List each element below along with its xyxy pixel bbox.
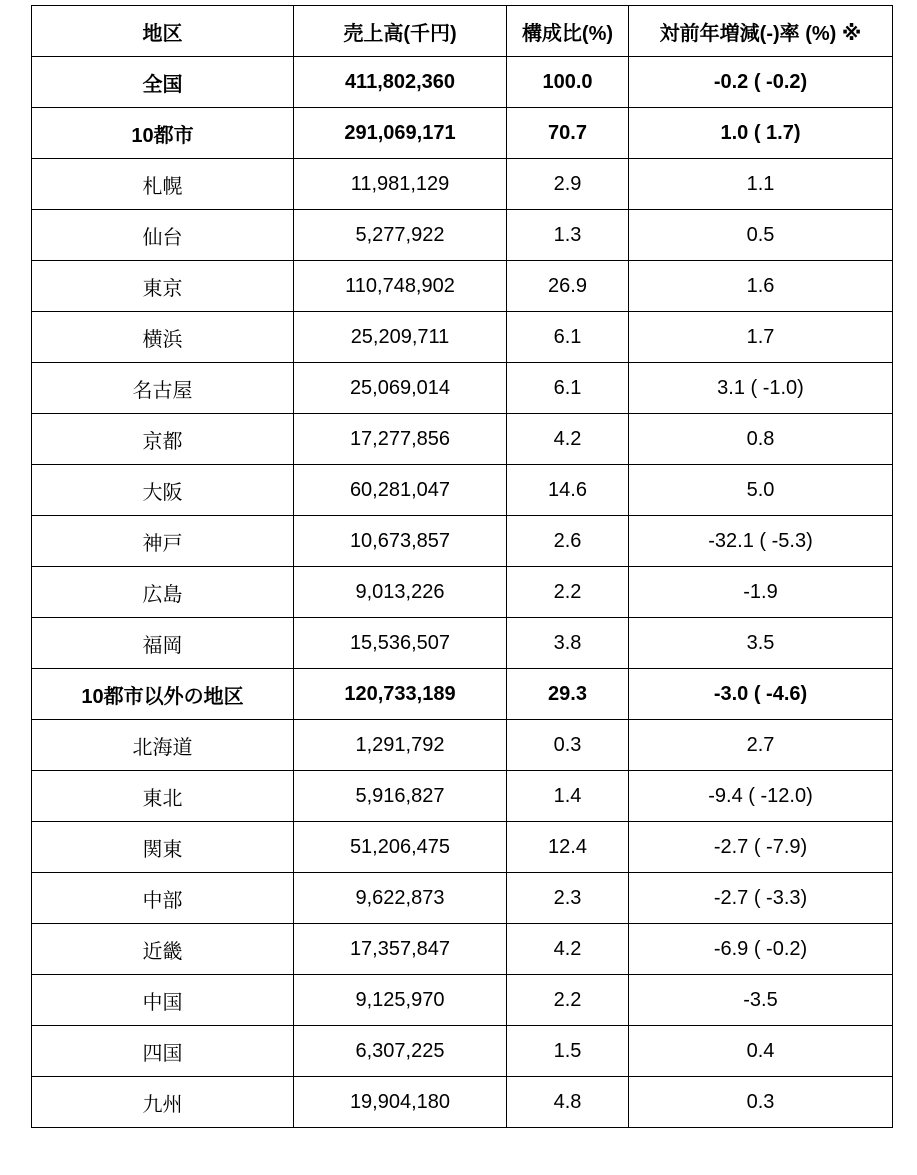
table-row (32, 159, 893, 210)
table-header (32, 6, 893, 57)
sales-cell: 17,277,856 (294, 414, 507, 465)
table-row (32, 618, 893, 669)
change-rate-cell: 0.3 (629, 1077, 893, 1128)
share-cell: 4.2 (507, 924, 629, 975)
table-row (32, 669, 893, 720)
change-rate-cell: 1.7 (629, 312, 893, 363)
region-cell: 東北 (32, 771, 294, 822)
change-rate-cell: -6.9 ( -0.2) (629, 924, 893, 975)
change-rate-cell: 3.5 (629, 618, 893, 669)
region-cell: 名古屋 (32, 363, 294, 414)
sales-cell: 9,125,970 (294, 975, 507, 1026)
table-row (32, 465, 893, 516)
sales-cell: 19,904,180 (294, 1077, 507, 1128)
share-cell: 100.0 (507, 57, 629, 108)
header-sales: 売上高(千円) (294, 6, 507, 57)
region-cell: 近畿 (32, 924, 294, 975)
share-cell: 3.8 (507, 618, 629, 669)
sales-cell: 15,536,507 (294, 618, 507, 669)
region-cell: 全国 (32, 57, 294, 108)
share-cell: 26.9 (507, 261, 629, 312)
table-row (32, 720, 893, 771)
sales-by-region-table (31, 5, 893, 1128)
table-row (32, 414, 893, 465)
change-rate-cell: -3.5 (629, 975, 893, 1026)
sales-cell: 17,357,847 (294, 924, 507, 975)
share-cell: 0.3 (507, 720, 629, 771)
change-rate-cell: 1.6 (629, 261, 893, 312)
table-row (32, 210, 893, 261)
change-rate-cell: 5.0 (629, 465, 893, 516)
share-cell: 4.2 (507, 414, 629, 465)
sales-cell: 10,673,857 (294, 516, 507, 567)
table-body (32, 57, 893, 1128)
change-rate-cell: 0.8 (629, 414, 893, 465)
share-cell: 29.3 (507, 669, 629, 720)
region-cell: 大阪 (32, 465, 294, 516)
region-cell: 10都市 (32, 108, 294, 159)
sales-cell: 9,013,226 (294, 567, 507, 618)
sales-cell: 411,802,360 (294, 57, 507, 108)
sales-cell: 5,277,922 (294, 210, 507, 261)
share-cell: 6.1 (507, 312, 629, 363)
table-row (32, 57, 893, 108)
sales-cell: 51,206,475 (294, 822, 507, 873)
sales-cell: 25,209,711 (294, 312, 507, 363)
region-cell: 横浜 (32, 312, 294, 363)
share-cell: 12.4 (507, 822, 629, 873)
share-cell: 4.8 (507, 1077, 629, 1128)
region-cell: 東京 (32, 261, 294, 312)
header-row (32, 6, 893, 57)
table-row (32, 567, 893, 618)
table-row (32, 822, 893, 873)
region-cell: 広島 (32, 567, 294, 618)
table-row (32, 1077, 893, 1128)
share-cell: 1.3 (507, 210, 629, 261)
header-region: 地区 (32, 6, 294, 57)
sales-cell: 110,748,902 (294, 261, 507, 312)
table-row (32, 924, 893, 975)
region-cell: 北海道 (32, 720, 294, 771)
sales-cell: 9,622,873 (294, 873, 507, 924)
change-rate-cell: -2.7 ( -7.9) (629, 822, 893, 873)
change-rate-cell: -32.1 ( -5.3) (629, 516, 893, 567)
table-row (32, 108, 893, 159)
share-cell: 6.1 (507, 363, 629, 414)
sales-cell: 6,307,225 (294, 1026, 507, 1077)
share-cell: 2.2 (507, 975, 629, 1026)
change-rate-cell: 0.5 (629, 210, 893, 261)
sales-cell: 11,981,129 (294, 159, 507, 210)
region-cell: 中部 (32, 873, 294, 924)
table-row (32, 516, 893, 567)
share-cell: 2.2 (507, 567, 629, 618)
table-row (32, 873, 893, 924)
sales-cell: 120,733,189 (294, 669, 507, 720)
header-share: 構成比(%) (507, 6, 629, 57)
share-cell: 2.9 (507, 159, 629, 210)
table-row (32, 1026, 893, 1077)
share-cell: 14.6 (507, 465, 629, 516)
change-rate-cell: 1.1 (629, 159, 893, 210)
region-cell: 関東 (32, 822, 294, 873)
change-rate-cell: -2.7 ( -3.3) (629, 873, 893, 924)
change-rate-cell: 3.1 ( -1.0) (629, 363, 893, 414)
table-row (32, 312, 893, 363)
region-cell: 10都市以外の地区 (32, 669, 294, 720)
table-row (32, 771, 893, 822)
change-rate-cell: 0.4 (629, 1026, 893, 1077)
sales-cell: 291,069,171 (294, 108, 507, 159)
region-cell: 九州 (32, 1077, 294, 1128)
share-cell: 2.6 (507, 516, 629, 567)
change-rate-cell: -9.4 ( -12.0) (629, 771, 893, 822)
header-change-rate: 対前年増減(-)率 (%) ※ (629, 6, 893, 57)
table-row (32, 363, 893, 414)
table-row (32, 975, 893, 1026)
region-cell: 四国 (32, 1026, 294, 1077)
sales-cell: 5,916,827 (294, 771, 507, 822)
sales-cell: 1,291,792 (294, 720, 507, 771)
region-cell: 京都 (32, 414, 294, 465)
share-cell: 1.5 (507, 1026, 629, 1077)
change-rate-cell: -1.9 (629, 567, 893, 618)
share-cell: 70.7 (507, 108, 629, 159)
region-cell: 福岡 (32, 618, 294, 669)
change-rate-cell: 1.0 ( 1.7) (629, 108, 893, 159)
share-cell: 1.4 (507, 771, 629, 822)
region-cell: 札幌 (32, 159, 294, 210)
share-cell: 2.3 (507, 873, 629, 924)
table-row (32, 261, 893, 312)
region-cell: 神戸 (32, 516, 294, 567)
change-rate-cell: -3.0 ( -4.6) (629, 669, 893, 720)
sales-cell: 60,281,047 (294, 465, 507, 516)
region-cell: 中国 (32, 975, 294, 1026)
region-cell: 仙台 (32, 210, 294, 261)
sales-cell: 25,069,014 (294, 363, 507, 414)
change-rate-cell: -0.2 ( -0.2) (629, 57, 893, 108)
change-rate-cell: 2.7 (629, 720, 893, 771)
